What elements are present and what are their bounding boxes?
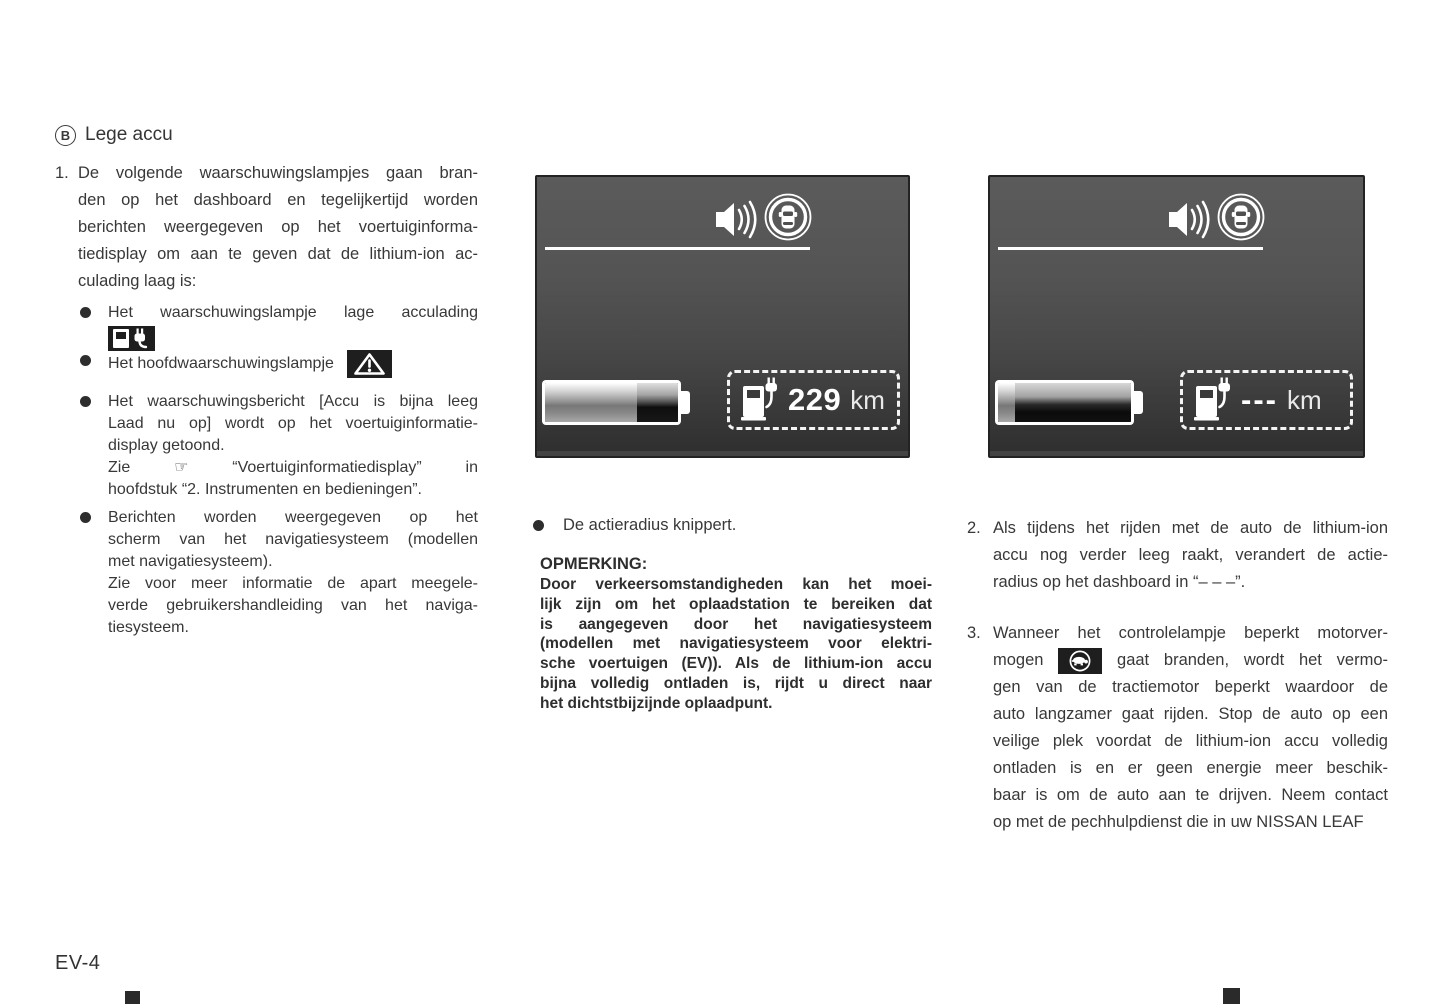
- bullet-navigation-messages: [80, 507, 478, 639]
- bullet-warning-message: [80, 391, 478, 501]
- bullet-2-text: Het hoofdwaarschuwingslampje: [108, 355, 334, 373]
- item-1-text: De volgende waarschuwingslampjes gaan bran- den op het dashboard en tegelijkertijd worden berichten weergegeven op het voertuiginforma- tiedisplay om aan te geven dat de lithium-ion ac- culading laag is:: [78, 164, 478, 290]
- note-title: OPMERKING:: [540, 555, 648, 573]
- bullet-dot: [533, 520, 544, 531]
- item-3-text-rest: gen van de tractiemotor beperkt waardoor de auto langzamer gaat rijden. Stop de auto op een veilige plek voordat de lithium-ion accu volledig ontladen is en er geen energie meer beschik- baar is om de auto aan te drijven. Neem contact op met de pechhulpdienst die in uw NISSAN LEAF: [993, 678, 1388, 831]
- bullet-low-charge-lamp: [80, 302, 478, 354]
- battery-charged-segment: [998, 383, 1015, 422]
- bullet-3-paragraph-1: Het waarschuwingsbericht [Accu is bijna leeg Laad nu op] wordt op het voertuiginformatie- display getoond.: [108, 393, 478, 454]
- battery-level-gauge: [542, 380, 681, 425]
- print-registration-mark: [125, 991, 140, 1004]
- range-unit: km: [1286, 384, 1322, 415]
- bullet-master-warning-lamp: [80, 350, 478, 378]
- power-limitation-turtle-icon: [1058, 648, 1102, 674]
- battery-terminal: [681, 391, 690, 414]
- display-separator-line: [998, 247, 1263, 250]
- charging-station-pump-icon: [741, 377, 779, 423]
- item-number: 2.: [967, 519, 981, 537]
- driving-range-box: [1180, 370, 1353, 430]
- bullet-dot: [80, 355, 91, 366]
- battery-terminal: [1134, 391, 1143, 414]
- speaker-sound-icon: [714, 197, 757, 247]
- battery-level-gauge-empty: [995, 380, 1134, 425]
- item-2-text: Als tijdens het rijden met de auto de lithium-ion accu nog verder leeg raakt, verandert de actie- radius op het dashboard in “– – –”.: [993, 519, 1388, 591]
- speaker-sound-icon: [1167, 197, 1210, 247]
- range-value: ---: [1241, 382, 1278, 417]
- vehicle-sound-alert-icon: [1216, 191, 1266, 248]
- item-3-line-1: Wanneer het controlelampje beperkt motorver-: [993, 624, 1388, 642]
- bullet-dot: [80, 512, 91, 523]
- vehicle-sound-alert-icon: [763, 191, 813, 248]
- note-block: [540, 553, 932, 714]
- section-heading: [55, 124, 173, 146]
- list-item-1: [55, 160, 480, 295]
- bullet-3-paragraph-2: Zie ☞ “Voertuiginformatiedisplay” in hoofdstuk “2. Instrumenten en bedieningen”.: [108, 459, 478, 498]
- range-value: 229: [788, 382, 842, 417]
- master-warning-icon: [347, 350, 392, 378]
- charging-station-pump-icon: [1194, 377, 1232, 423]
- battery-used-segment: [637, 383, 678, 422]
- low-battery-charge-warning-icon: [108, 326, 155, 351]
- bullet-range-blinks: [533, 512, 933, 539]
- bullet-4-paragraph-1: Berichten worden weergegeven op het scherm van het navigatiesysteem (modellen met navigatiesysteem).: [108, 509, 478, 570]
- battery-charged-segment: [545, 383, 637, 422]
- bullet-dot: [80, 396, 91, 407]
- dashboard-display-range: [535, 175, 910, 458]
- bullet-4-paragraph-2: Zie voor meer informatie de apart meegele- verde gebruikershandleiding van het naviga- tiesysteem.: [108, 575, 478, 636]
- bullet-text: De actieradius knippert.: [563, 516, 737, 534]
- driving-range-box: [727, 370, 900, 430]
- print-registration-mark: [1223, 988, 1240, 1004]
- item-number: 3.: [967, 624, 981, 642]
- display-separator-line: [545, 247, 810, 250]
- range-unit: km: [850, 384, 885, 415]
- item-number: 1.: [55, 164, 69, 182]
- bullet-1-text: Het waarschuwingslampje lage acculading: [108, 304, 478, 321]
- note-text: Door verkeersomstandigheden kan het moei- lijk zijn om het oplaadstation te bereiken dat is aangegeven door het navigatiesysteem (modellen met navigatiesysteem voor elektri- sche voertuigen (EV)). Als de lithium-ion accu bijna volledig ontladen is, rijdt u direct naar het dichtstbijzijnde oplaadpunt.: [540, 576, 932, 712]
- bullet-dot: [80, 307, 91, 318]
- dashboard-display-empty: [988, 175, 1365, 458]
- section-title: Lege accu: [85, 124, 173, 145]
- circled-b-marker: B: [55, 125, 76, 146]
- item-3-line-2: mogen gaat branden, wordt het vermo-: [993, 647, 1388, 674]
- page-number: EV-4: [55, 952, 101, 974]
- list-item-3: [967, 620, 1388, 836]
- battery-empty-segment: [998, 383, 1131, 422]
- list-item-2: [967, 515, 1388, 596]
